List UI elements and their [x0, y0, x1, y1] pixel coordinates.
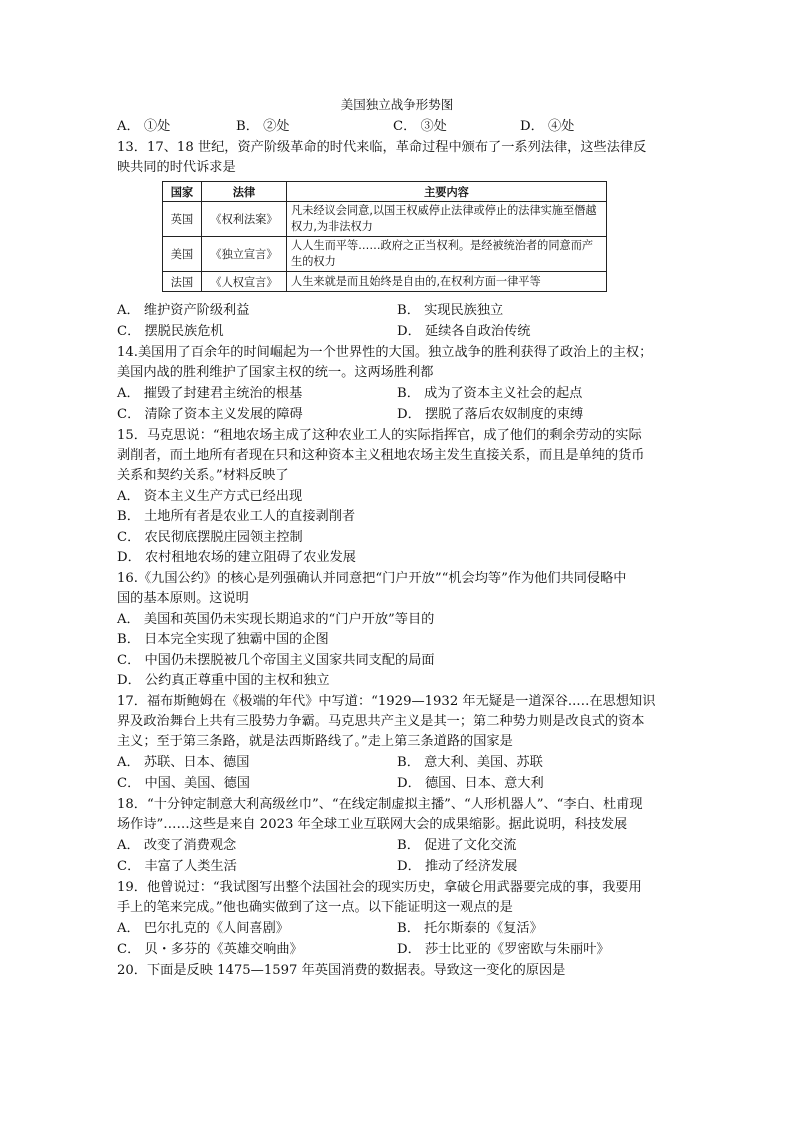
q18-option-b: B． 促进了文化交流: [397, 838, 517, 853]
q13-stem-line-1: 13．17、18 世纪，资产阶级革命的时代来临，革命过程中颁布了一系列法律，这些法律反: [117, 140, 647, 155]
q18-stem-line-2: 场作诗”……这些是来自 2023 年全球工业互联网大会的成果缩影。据此说明，科技发展: [117, 817, 628, 832]
table-cell-country: 美国: [163, 237, 202, 272]
q13-law-table: [162, 181, 607, 292]
q13-option-d: D． 延续各自政治传统: [397, 324, 531, 339]
q16-option-d: D． 公约真正尊重中国的主权和独立: [117, 673, 330, 688]
q18-option-a: A． 改变了消费观念: [117, 838, 237, 853]
table-cell-content: 人人生而平等……政府之正当权利。是经被统治者的同意而产生的权力: [287, 237, 607, 272]
q19-stem-line-1: 19．他曾说过：“我试图写出整个法国社会的现实历史，拿破仑用武器要完成的事，我要用: [117, 880, 642, 895]
q15-option-c: C． 农民彻底摆脱庄园领主控制: [117, 530, 303, 545]
q16-stem-line-1: 16.《九国公约》的核心是列强确认并同意把“门户开放”“机会均等”作为他们共同侵略中: [117, 571, 627, 586]
q14-option-c: C． 清除了资本主义发展的障碍: [117, 407, 303, 422]
table-header-country: 国家: [163, 182, 202, 202]
q18-stem-line-1: 18．“十分钟定制意大利高级丝巾”、“在线定制虚拟主播”、“人形机器人”、“李白、杜甫现: [117, 797, 643, 812]
q12-option-c: C． ③处: [393, 119, 447, 134]
q15-option-a: A． 资本主义生产方式已经出现: [117, 489, 303, 504]
table-header-content: 主要内容: [287, 182, 607, 202]
q14-option-b: B． 成为了资本主义社会的起点: [397, 386, 583, 401]
q12-option-a: A． ①处: [117, 119, 171, 134]
q17-stem-line-3: 主义；至于第三条路，就是法西斯路线了。”走上第三条道路的国家是: [117, 734, 513, 749]
q14-stem-line-1: 14.美国用了百余年的时间崛起为一个世界性的大国。独立战争的胜利获得了政治上的主权；: [117, 345, 653, 360]
q14-stem-line-2: 美国内战的胜利维护了国家主权的统一。这两场胜利都: [117, 365, 434, 380]
q15-stem-line-1: 15．马克思说：“租地农场主成了这种农业工人的实际指挥官，成了他们的剩余劳动的实际: [117, 428, 642, 443]
q15-stem-line-3: 关系和契约关系。”材料反映了: [117, 468, 289, 483]
q17-stem-line-1: 17．福布斯鲍姆在《极端的年代》中写道：“1929—1932 年无疑是一道深谷..…在思想知识: [117, 694, 656, 709]
figure-caption: 美国独立战争形势图: [340, 97, 454, 112]
q16-option-c: C． 中国仍未摆脱被几个帝国主义国家共同支配的局面: [117, 653, 435, 668]
q19-option-c: C． 贝・多芬的《英雄交响曲》: [117, 942, 303, 957]
q19-option-a: A． 巴尔扎克的《人间喜剧》: [117, 921, 289, 936]
q16-stem-line-2: 国的基本原则。这说明: [117, 591, 249, 606]
q19-stem-line-2: 手上的笔来完成。”他也确实做到了这一点。以下能证明这一观点的是: [117, 900, 513, 915]
table-row: [163, 202, 607, 237]
q14-option-a: A． 摧毁了封建君主统治的根基: [117, 386, 303, 401]
q17-option-a: A． 苏联、日本、德国: [117, 755, 250, 770]
table-header-row: [163, 182, 607, 202]
q13-stem-line-2: 映共同的时代诉求是: [117, 160, 236, 175]
q15-option-d: D． 农村租地农场的建立阻碍了农业发展: [117, 550, 356, 565]
q20-stem-line-1: 20．下面是反映 1475—1597 年英国消费的数据表。导致这一变化的原因是: [117, 963, 566, 978]
table-row: [163, 272, 607, 292]
q16-option-b: B． 日本完全实现了独霸中国的企图: [117, 632, 329, 647]
table-cell-content: 人生来就是而且始终是自由的,在权利方面一律平等: [287, 272, 607, 292]
table-cell-country: 法国: [163, 272, 202, 292]
q13-option-b: B． 实现民族独立: [397, 303, 504, 318]
q13-option-c: C． 摆脱民族危机: [117, 324, 224, 339]
q17-option-b: B． 意大利、美国、苏联: [397, 755, 543, 770]
table-cell-law: 《人权宣言》: [202, 272, 287, 292]
q15-option-b: B． 土地所有者是农业工人的直接剥削者: [117, 509, 356, 524]
q12-option-d: D． ④处: [520, 119, 575, 134]
q17-option-c: C． 中国、美国、德国: [117, 776, 250, 791]
table-cell-country: 英国: [163, 202, 202, 237]
q15-stem-line-2: 剥削者，而土地所有者现在只和这种资本主义租地农场主发生直接关系，而且是单纯的货币: [117, 448, 645, 463]
table-header-law: 法律: [202, 182, 287, 202]
q17-option-d: D． 德国、日本、意大利: [397, 776, 544, 791]
q18-option-d: D． 推动了经济发展: [397, 859, 518, 874]
table-cell-content: 凡未经议会同意,以国王权威停止法律或停止的法律实施至僭越权力,为非法权力: [287, 202, 607, 237]
table-row: [163, 237, 607, 272]
table-cell-law: 《独立宣言》: [202, 237, 287, 272]
q16-option-a: A． 美国和英国仍未实现长期追求的“门户开放”等目的: [117, 612, 435, 627]
q18-option-c: C． 丰富了人类生活: [117, 859, 237, 874]
table-cell-law: 《权利法案》: [202, 202, 287, 237]
q14-option-d: D． 摆脱了落后农奴制度的束缚: [397, 407, 584, 422]
q13-option-a: A． 维护资产阶级利益: [117, 303, 250, 318]
q17-stem-line-2: 界及政治舞台上共有三股势力争霸。马克思共产主义是其一；第二种势力则是改良式的资本: [117, 714, 645, 729]
q19-option-d: D． 莎士比亚的《罗密欧与朱丽叶》: [397, 942, 610, 957]
q12-option-b: B． ②处: [236, 119, 290, 134]
q19-option-b: B． 托尔斯泰的《复活》: [397, 921, 543, 936]
